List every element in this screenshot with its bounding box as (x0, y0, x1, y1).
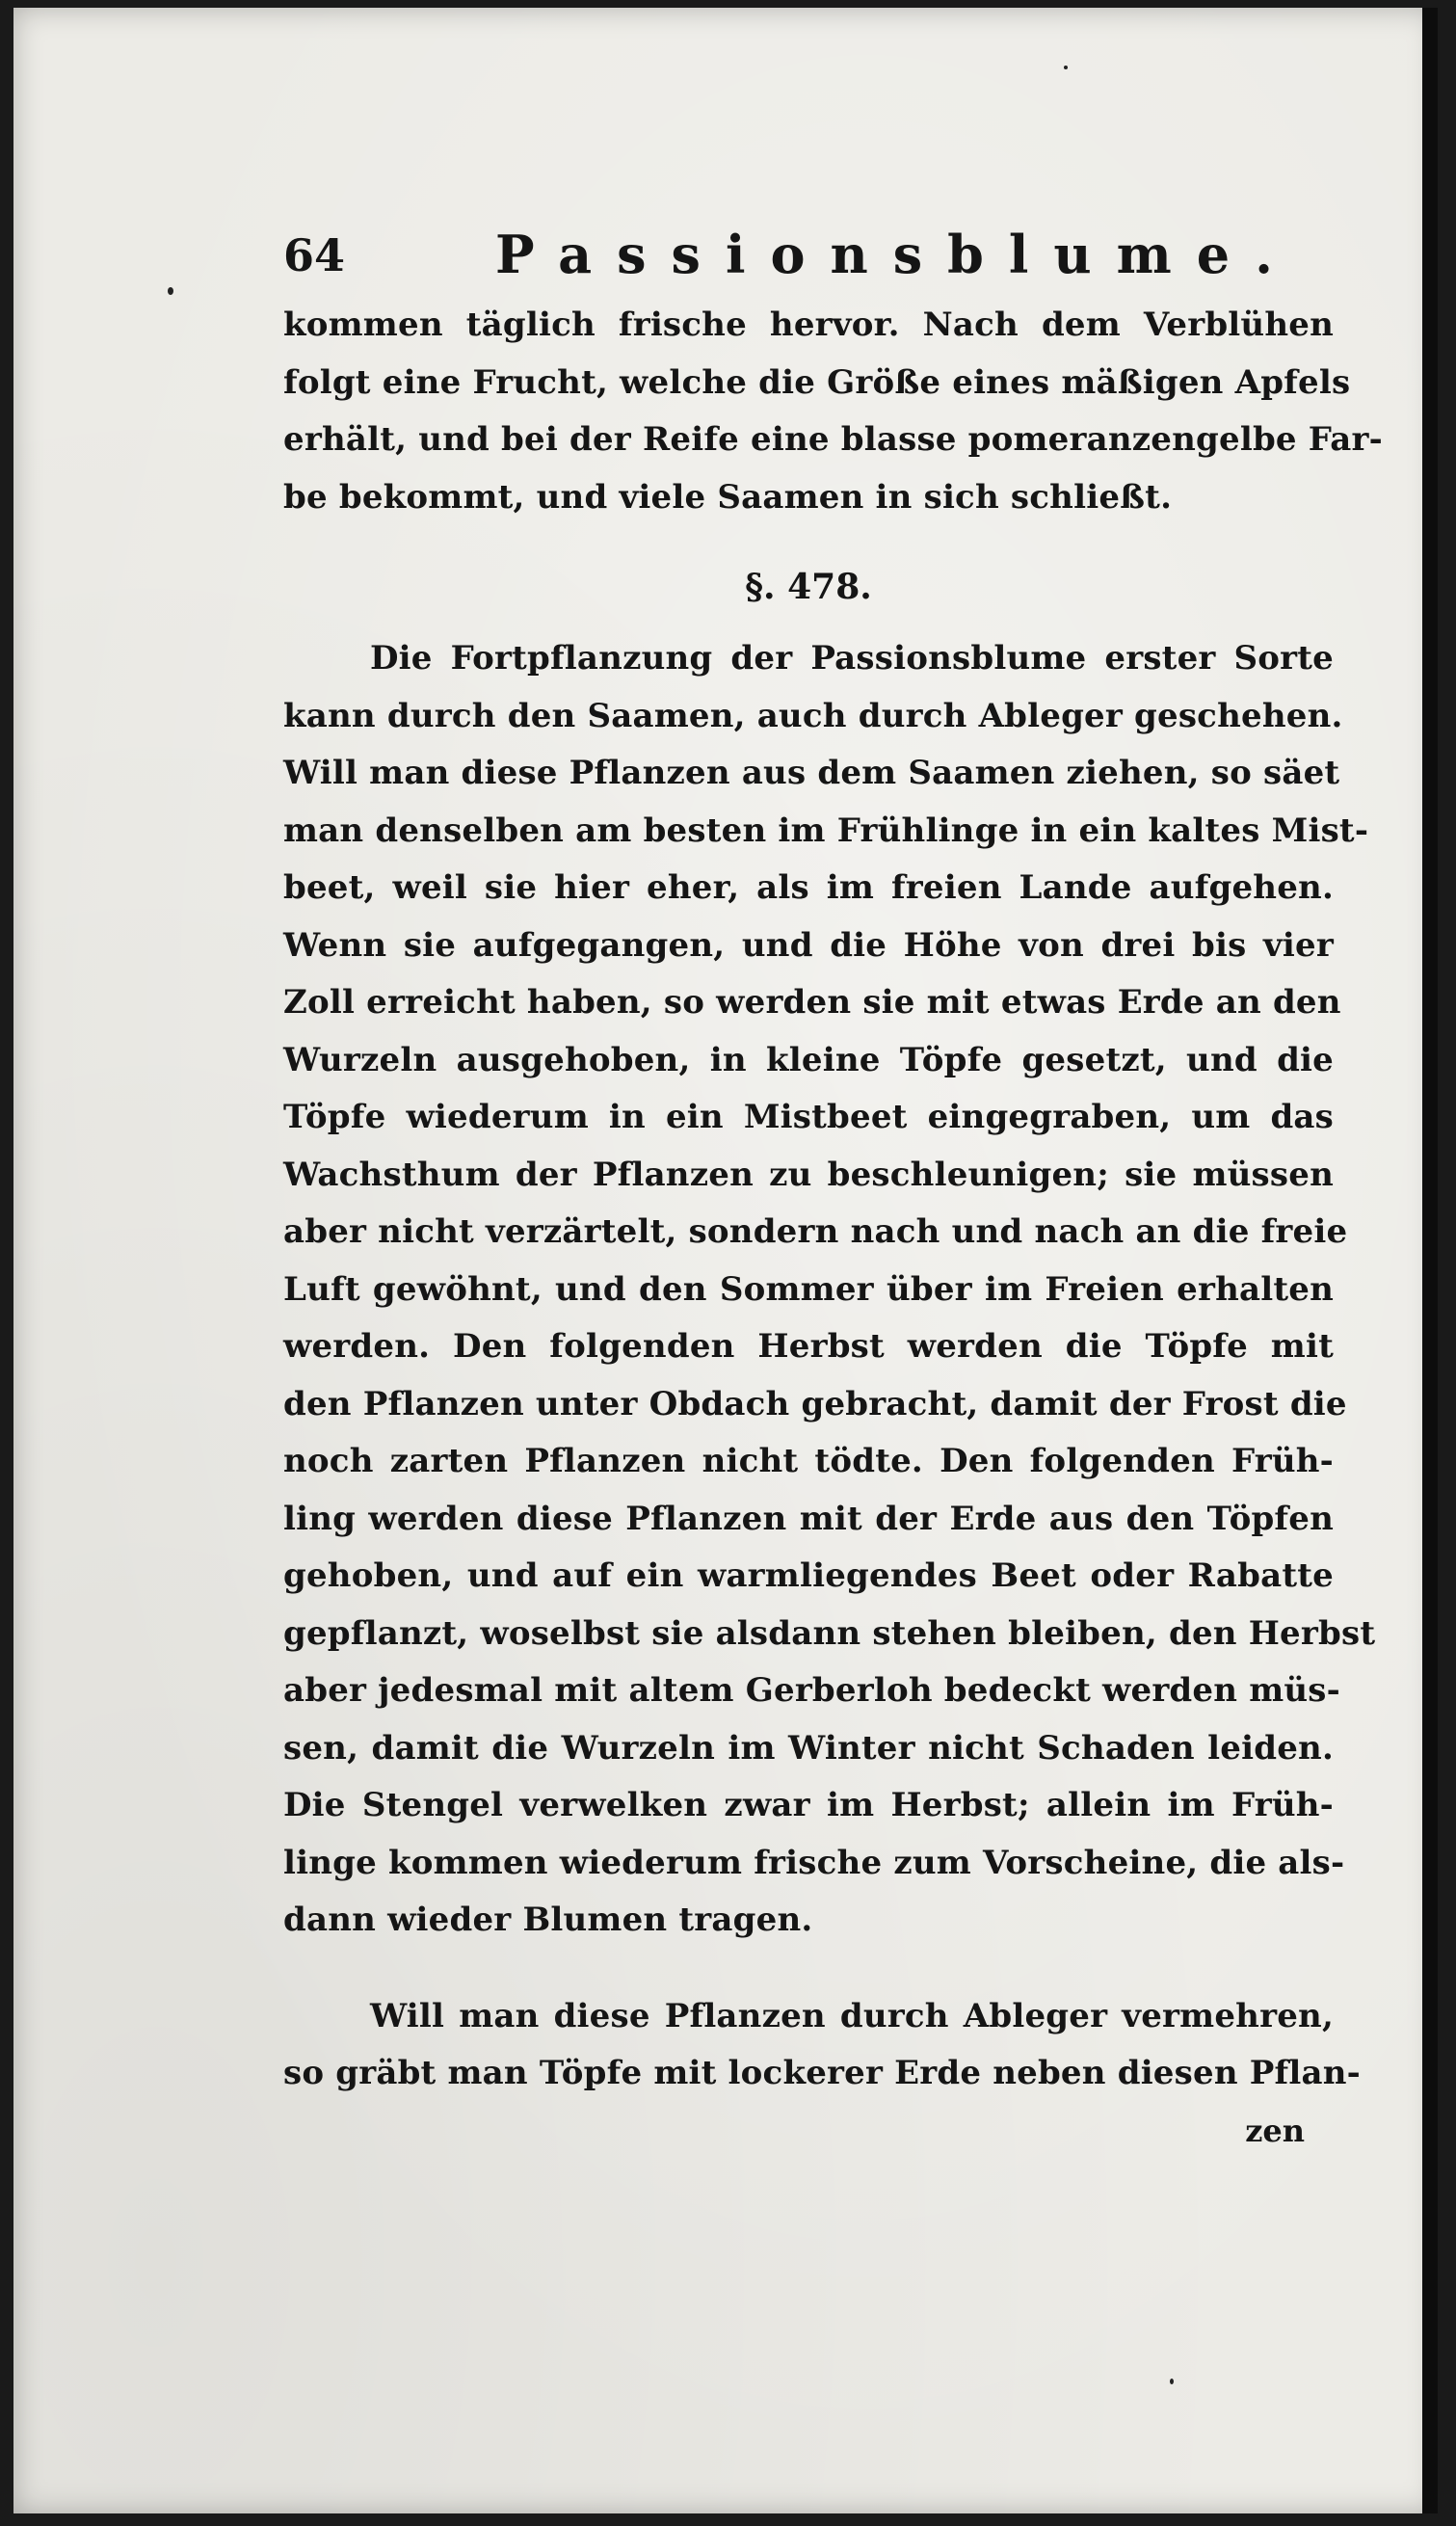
paragraph-2 (283, 630, 1376, 1950)
running-title: Passionsblume. (495, 224, 1298, 285)
text-line: Luft gewöhnt, und den Sommer über im Freien erhalten (283, 1269, 1334, 1309)
page-header (283, 210, 1334, 297)
text-line: dann wieder Blumen tragen. (283, 1901, 813, 1939)
print-speck (1064, 66, 1068, 69)
text-line: be bekommt, und viele Saamen in sich schließt. (283, 477, 1173, 517)
text-line: gepflanzt, woselbst sie alsdann stehen bleiben, den Herbst (283, 1613, 1376, 1653)
page-number: 64 (283, 229, 346, 281)
paragraph-3 (283, 1988, 1361, 2103)
text-line: man denselben am besten im Frühlinge in ein kaltes Mist- (283, 811, 1369, 850)
text-line: kann durch den Saamen, auch durch Ableger geschehen. (283, 696, 1343, 735)
text-line: Die Stengel verwelken zwar im Herbst; allein im Früh- (283, 1786, 1334, 1824)
print-speck (168, 287, 173, 295)
text-line: Töpfe wiederum in ein Mistbeet eingegraben, um das (283, 1098, 1334, 1136)
text-line: folgt eine Frucht, welche die Größe eines mäßigen Apfels (283, 362, 1351, 402)
text-line: ling werden diese Pflanzen mit der Erde aus den Töpfen (283, 1499, 1334, 1538)
text-line: linge kommen wiederum frische zum Vorscheine, die als- (283, 1843, 1345, 1882)
text-line: aber nicht verzärtelt, sondern nach und nach an die freie (283, 1212, 1348, 1251)
text-line: Wenn sie aufgegangen, und die Höhe von drei bis vier (283, 925, 1334, 965)
page-text (283, 210, 1383, 2160)
print-speck (1170, 2379, 1174, 2384)
text-line: werden. Den folgenden Herbst werden die Töpfe mit (283, 1327, 1334, 1366)
book-page (13, 8, 1438, 2513)
text-line: Zoll erreicht haben, so werden sie mit etwas Erde an den (283, 983, 1341, 1022)
text-line: Wachsthum der Pflanzen zu beschleunigen; sie müssen (283, 1155, 1334, 1194)
paragraph-gap (283, 1950, 1334, 1988)
text-line: Will man diese Pflanzen durch Ableger vermehren, (370, 1996, 1334, 2035)
text-line: so gräbt man Töpfe mit lockerer Erde neben diesen Pflan- (283, 2054, 1361, 2092)
text-line: sen, damit die Wurzeln im Winter nicht Schaden leiden. (283, 1728, 1334, 1768)
catchword: zen (1245, 2112, 1305, 2149)
text-line: erhält, und bei der Reife eine blasse pomeranzengelbe Far- (283, 420, 1383, 459)
paragraph-1 (283, 297, 1383, 526)
section-heading: §. 478. (745, 567, 872, 607)
text-line: aber jedesmal mit altem Gerberloh bedeckt werden müs- (283, 1671, 1340, 1710)
text-line: noch zarten Pflanzen nicht tödte. Den folgenden Früh- (283, 1442, 1334, 1480)
text-line: gehoben, und auf ein warmliegendes Beet oder Rabatte (283, 1556, 1334, 1595)
text-line: Will man diese Pflanzen aus dem Saamen ziehen, so säet (283, 754, 1340, 792)
text-line: den Pflanzen unter Obdach gebracht, damit der Frost die (283, 1384, 1347, 1423)
text-line: Wurzeln ausgehoben, in kleine Töpfe gesetzt, und die (283, 1040, 1334, 1079)
text-line: kommen täglich frische hervor. Nach dem Verblühen (283, 306, 1334, 344)
page-dark-edge (1422, 8, 1438, 2513)
text-line: Die Fortpflanzung der Passionsblume erster Sorte (370, 639, 1334, 678)
text-line: beet, weil sie hier eher, als im freien Lande aufgehen. (283, 868, 1334, 907)
